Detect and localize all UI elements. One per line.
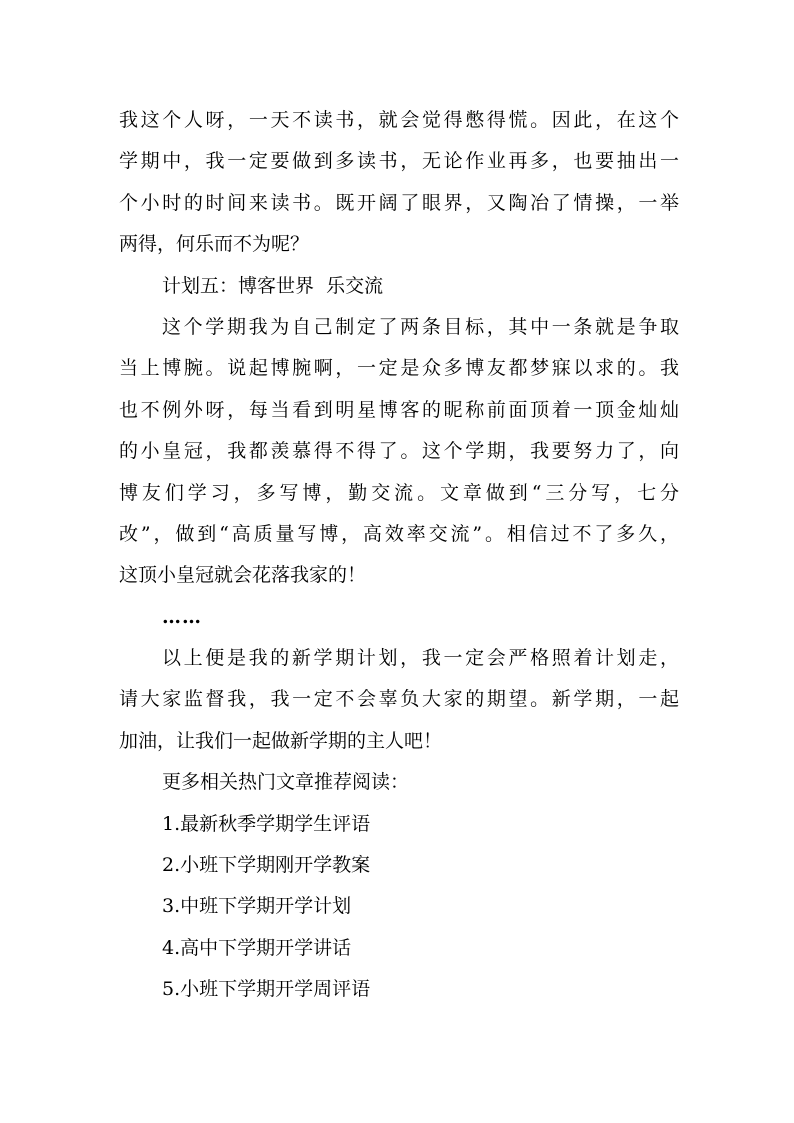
text-line: 这顶小皇冠就会花落我家的！ [119,564,367,587]
recommend-list [119,804,679,1011]
paragraph-reading-plan [119,100,679,266]
text-line: 个小时的时间来读书。既开阔了眼界，又陶冶了情操，一举 [119,191,679,214]
text-line: 的小皇冠，我都羡慕得不得了。这个学期，我要努力了，向 [119,440,679,463]
paragraph-conclusion [119,638,679,762]
text-line: 请大家监督我，我一定不会辜负大家的期望。新学期，一起 [119,688,679,711]
recommend-item[interactable]: 2.小班下学期刚开学教案 [162,854,371,877]
text-line: 学期中，我一定要做到多读书，无论作业再多，也要抽出一 [119,150,679,173]
recommend-item[interactable]: 4.高中下学期开学讲话 [162,936,352,959]
ellipsis: …… [162,605,202,628]
text-line: 这个学期我为自己制定了两条目标，其中一条就是争取 [162,315,679,338]
recommend-item[interactable]: 3.中班下学期开学计划 [162,895,352,918]
text-line: 加油，让我们一起做新学期的主人吧！ [119,729,443,752]
paragraph-blog-plan [119,307,679,597]
recommend-heading: 更多相关热门文章推荐阅读： [162,771,410,794]
text-line: 博友们学习，多写博，勤交流。文章做到“三分写，七分 [119,481,679,504]
text-line: 改”，做到“高质量写博，高效率交流”。相信过不了多久， [119,522,679,545]
text-line: 也不例外呀，每当看到明星博客的昵称前面顶着一顶金灿灿 [119,398,679,421]
plan5-heading: 计划五：博客世界 乐交流 [162,274,384,297]
recommend-item[interactable]: 1.最新秋季学期学生评语 [162,812,371,835]
text-line: 两得，何乐而不为呢？ [119,233,310,256]
document-body [119,100,679,1011]
text-line: 以上便是我的新学期计划，我一定会严格照着计划走， [162,647,679,670]
recommend-item[interactable]: 5.小班下学期开学周评语 [162,978,371,1001]
text-line: 我这个人呀，一天不读书，就会觉得憋得慌。因此，在这个 [119,109,679,131]
text-line: 当上博腕。说起博腕啊，一定是众多博友都梦寐以求的。我 [119,357,679,380]
